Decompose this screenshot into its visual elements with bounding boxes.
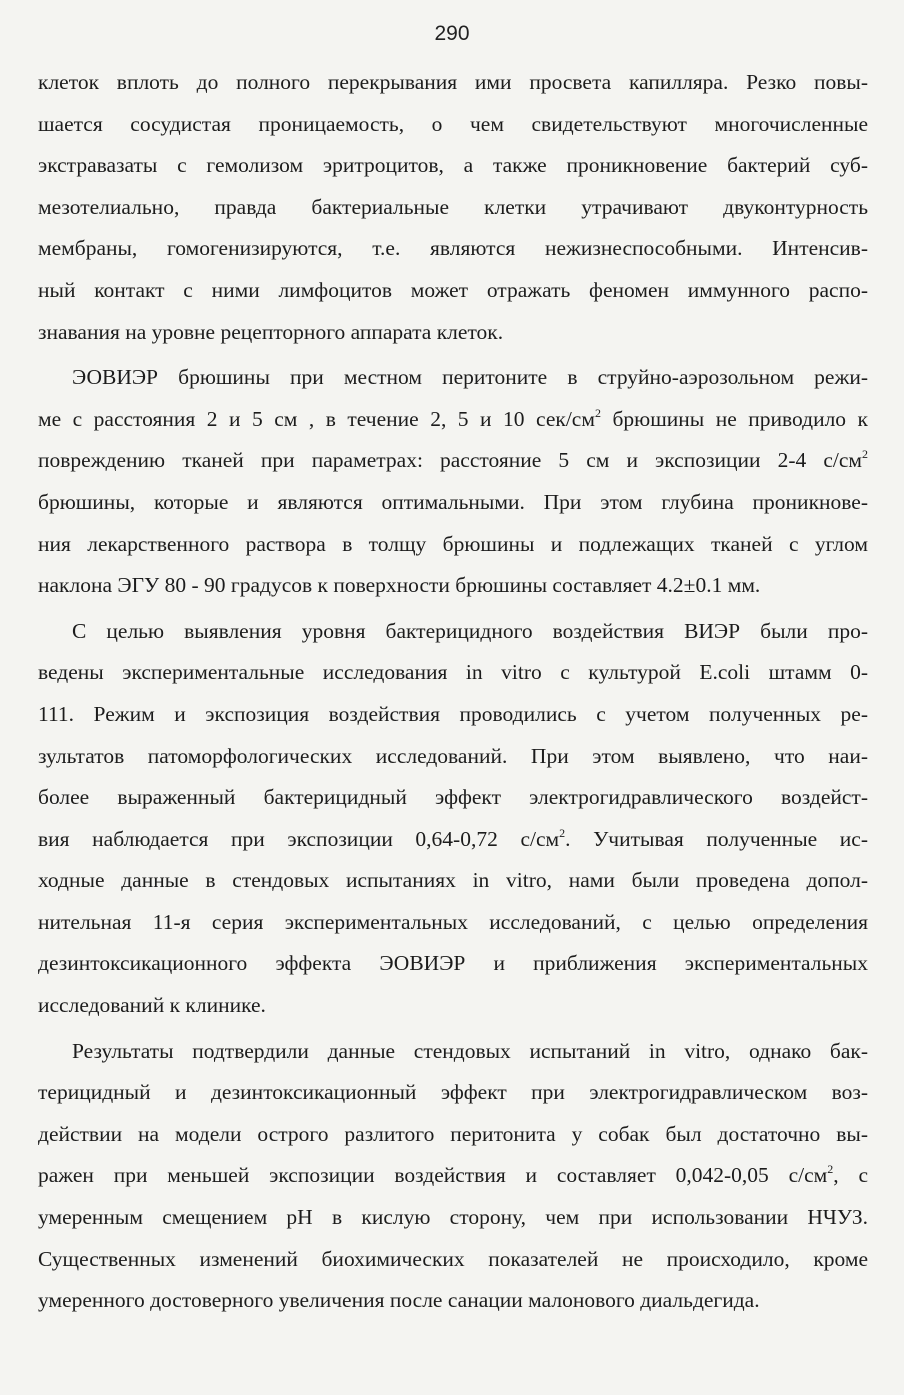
superscript: 2 [594, 405, 601, 420]
text-line: терицидный и дезинтоксикационный эффект при электрогидравлическом воз- [38, 1080, 868, 1105]
text-line: дезинтоксикационного эффекта ЭОВИЭР и приближения экспериментальных [38, 951, 868, 976]
paragraph-cell-damage [38, 62, 868, 353]
text-line: умеренным смещением рН в кислую сторону, чем при использовании НЧУЗ. [38, 1205, 868, 1230]
superscript: 2 [827, 1162, 834, 1177]
text-line: Результаты подтвердили данные стендовых испытаний in vitro, однако бак- [72, 1038, 868, 1063]
text-line: исследований к клинике. [38, 993, 266, 1018]
text-line: Существенных изменений биохимических показателей не происходило, кроме [38, 1246, 868, 1271]
text-line: брюшины, которые и являются оптимальными. При этом глубина проникнове- [38, 489, 868, 514]
text-line: знавания на уровне рецепторного аппарата клеток. [38, 319, 504, 344]
text-line: шается сосудистая проницаемость, о чем свидетельствуют многочисленные [38, 111, 868, 136]
paragraph-eoviyer-parameters [38, 357, 868, 607]
text-line: ния лекарственного раствора в толщу брюшины и подлежащих тканей с углом [38, 531, 868, 556]
text-line: ме с расстояния 2 и 5 см , в течение 2, 5 и 10 сек/$см^2$ брюшины не приводило к [38, 405, 868, 431]
text-line: экстравазаты с гемолизом эритроцитов, а также проникновение бактерий суб- [38, 153, 868, 178]
text-line: мембраны, гомогенизируются, т.е. являются нежизнеспособными. Интенсив- [38, 236, 868, 261]
text-line: ражен при меньшей экспозиции воздействия и составляет 0,042-0,05 $с/см^2$, с [38, 1162, 868, 1188]
text-line: более выраженный бактерицидный эффект электрогидравлического воздейст- [38, 785, 868, 810]
document-body [38, 62, 868, 1326]
text-line: ный контакт с ними лимфоцитов может отражать феномен иммунного распо- [38, 277, 868, 302]
superscript: 2 [559, 825, 566, 840]
text-line: ведены экспериментальные исследования in vitro с культурой E.coli штамм 0- [38, 660, 868, 685]
text-line: С целью выявления уровня бактерицидного воздействия ВИЭР были про- [72, 618, 868, 643]
text-line: нительная 11-я серия экспериментальных исследований, с целью определения [38, 909, 868, 934]
text-line: вия наблюдается при экспозиции 0,64-0,72 $с/см^2$. Учитывая полученные ис- [38, 825, 868, 851]
text-line: клеток вплоть до полного перекрывания ими просвета капилляра. Резко повы- [38, 70, 868, 94]
text-line: умеренного достоверного увеличения после санации малонового диальдегида. [38, 1288, 760, 1313]
text-line: действии на модели острого разлитого перитонита у собак был достаточно вы- [38, 1121, 868, 1146]
page-number: 290 [434, 22, 470, 45]
text-line: ЭОВИЭР брюшины при местном перитоните в струйно-аэрозольном режи- [72, 365, 868, 390]
text-line: наклона ЭГУ 80 - 90 градусов к поверхности брюшины составляет 4.2±0.1 мм. [38, 573, 761, 598]
text-line: ходные данные в стендовых испытаниях in vitro, нами были проведена допол- [38, 868, 868, 893]
paragraph-in-vitro-study [38, 611, 868, 1027]
text-line: повреждению тканей при параметрах: расстояние 5 см и экспозиции 2-4 $с/см^2$ [38, 447, 868, 473]
paragraph-results [38, 1031, 868, 1322]
text-line: зультатов патоморфологических исследований. При этом выявлено, что наи- [38, 743, 868, 768]
text-line: 111. Режим и экспозиция воздействия проводились с учетом полученных ре- [38, 701, 868, 726]
text-line: мезотелиально, правда бактериальные клетки утрачивают двуконтурность [38, 194, 868, 219]
superscript: 2 [862, 447, 868, 462]
